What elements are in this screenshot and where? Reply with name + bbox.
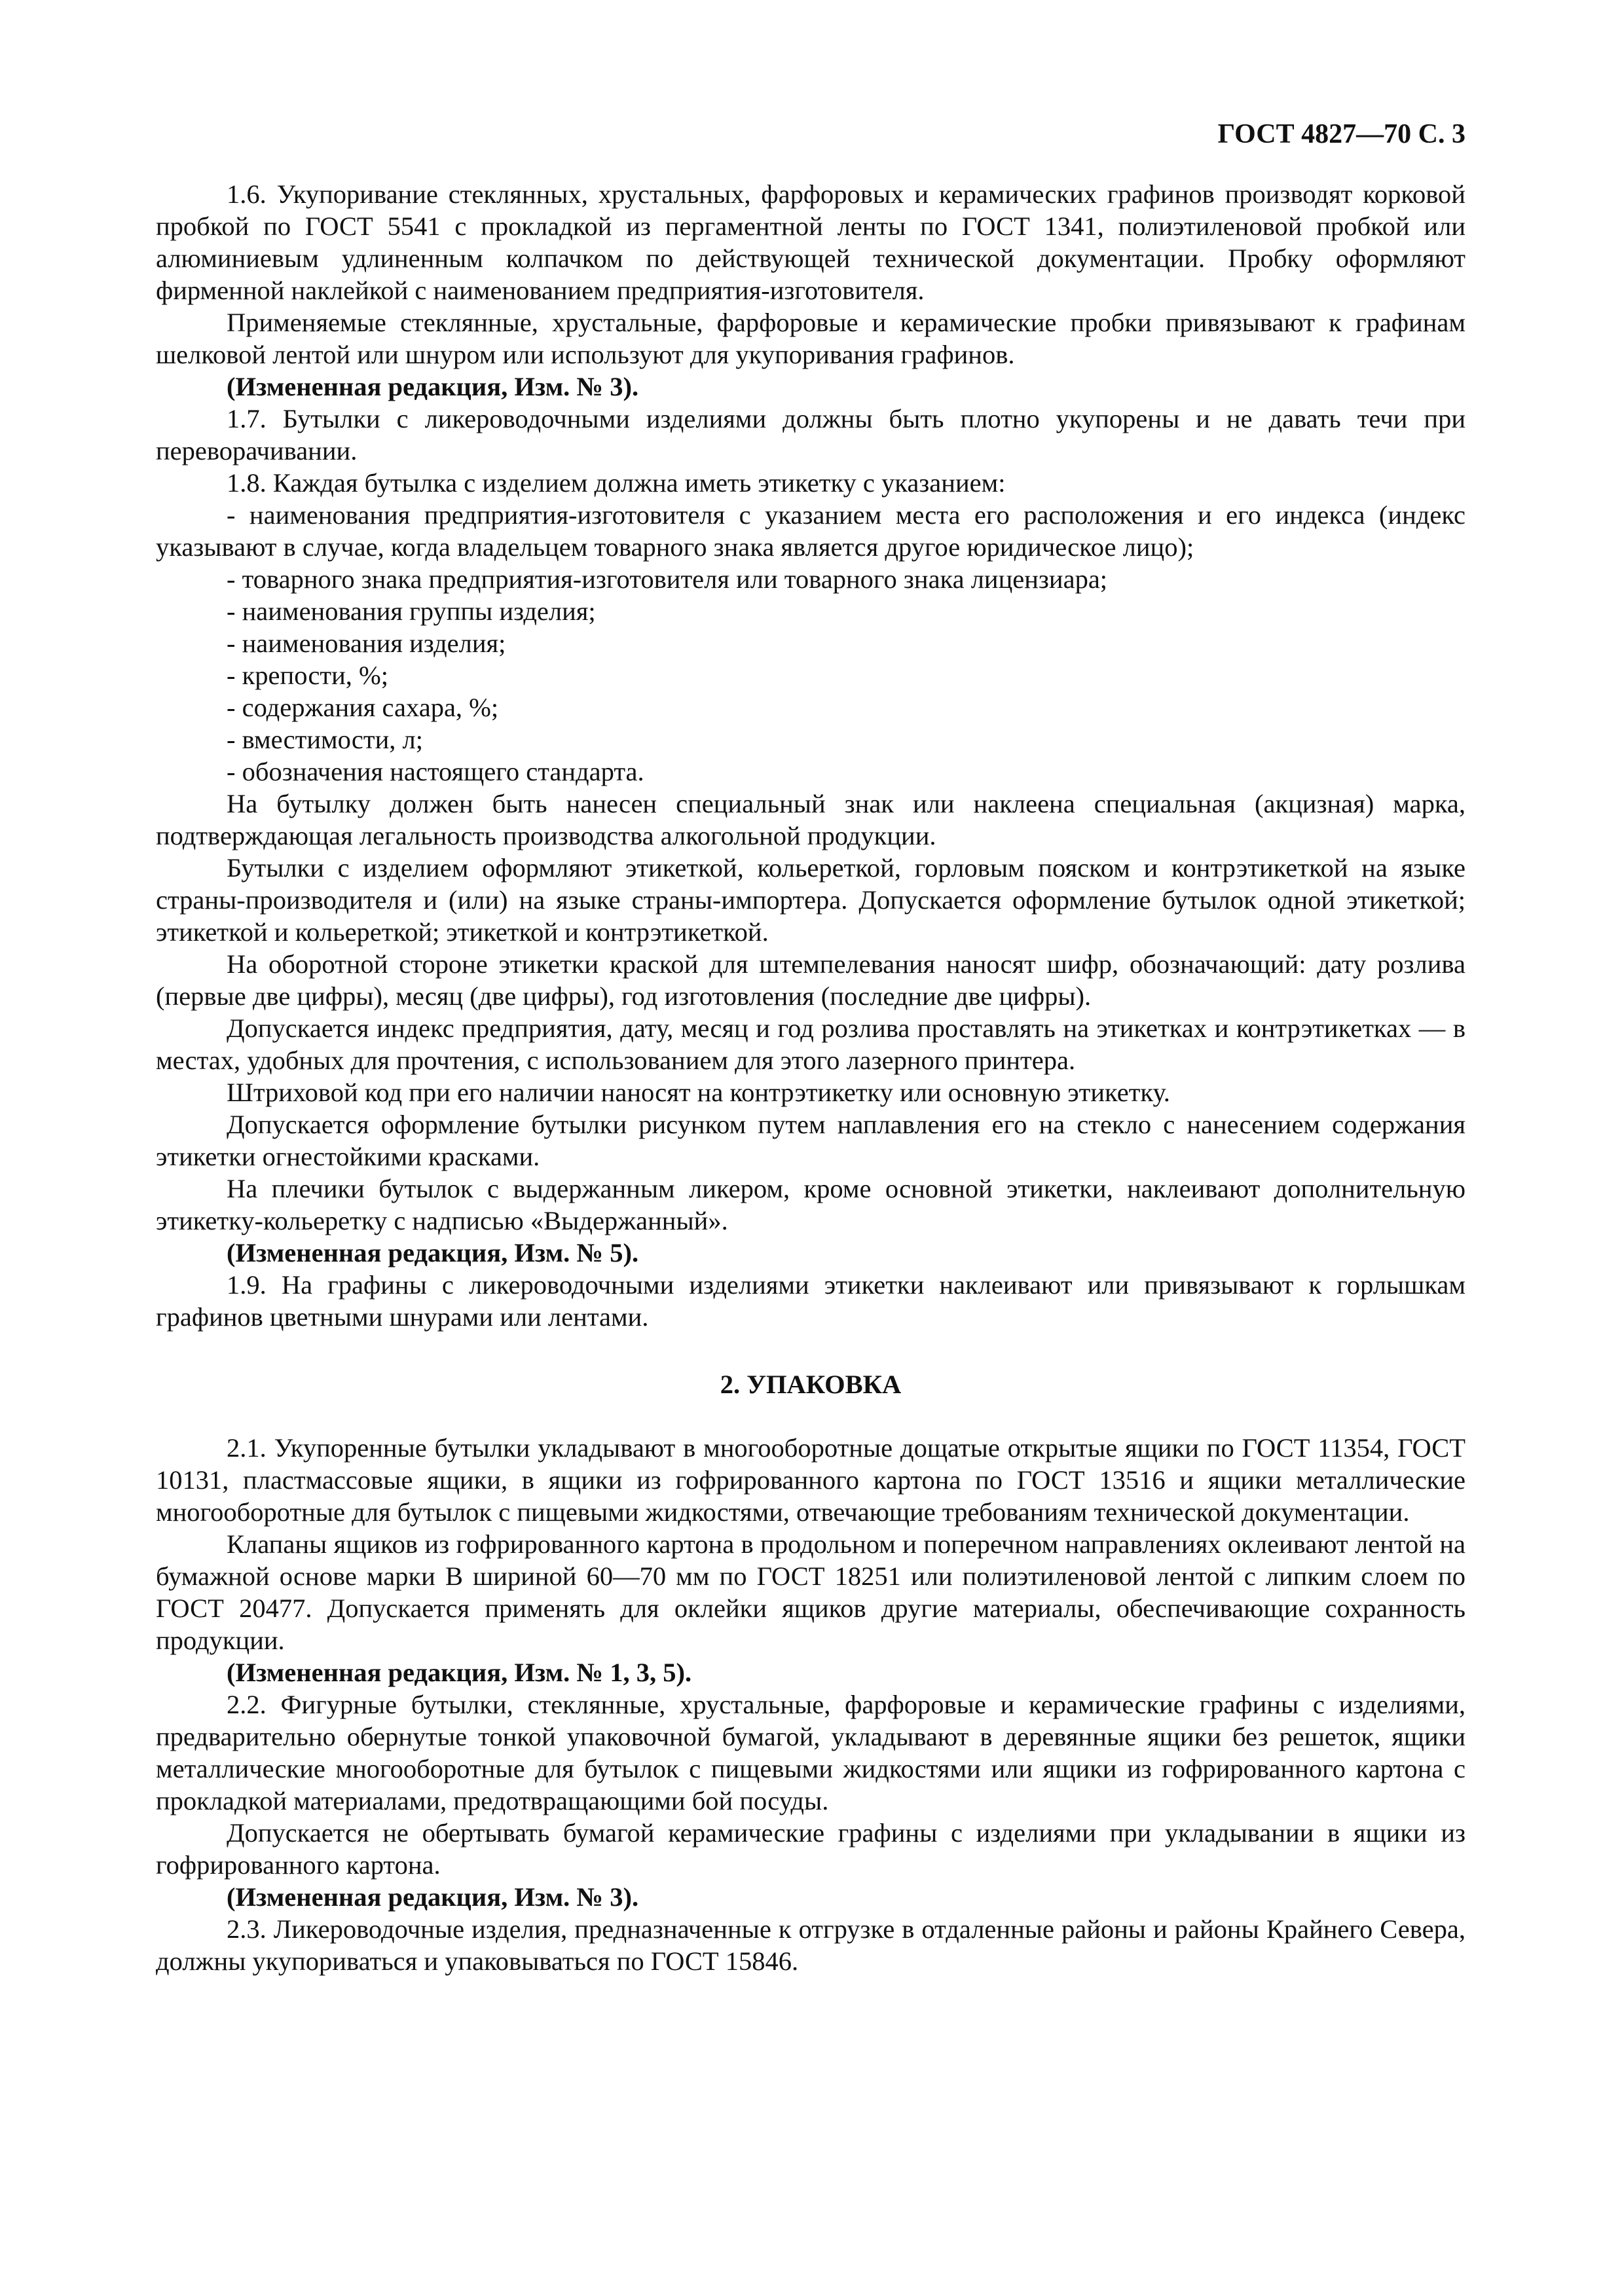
document-page [156,118,1465,1977]
paragraph: Бутылки с изделием оформляют этикеткой, кольереткой, горловым пояском и контрэтикеткой на языке страны-производителя и (или) на языке страны-импортера. Допускается оформление бутылок одной этикеткой; этикеткой и кольереткой; этикеткой и контрэтикеткой. [156,853,1465,947]
paragraph: 1.9. На графины с ликероводочными изделиями этикетки наклеивают или привязывают к горлышкам графинов цветными шнурами или лентами. [156,1270,1465,1332]
paragraph: Штриховой код при его наличии наносят на контрэтикетку или основную этикетку. [227,1078,1170,1107]
section-1-body [156,178,1465,1333]
paragraph: Клапаны ящиков из гофрированного картона в продольном и поперечном направлениях оклеивают лентой на бумажной основе марки В шириной 60—70 мм по ГОСТ 18251 или полиэтиленовой лентой с липким слоем по ГОСТ 20477. Допускается применять для оклейки ящиков другие материалы, обеспечивающие сохранность продукции. [156,1529,1465,1655]
paragraph: Допускается индекс предприятия, дату, месяц и год розлива проставлять на этикетках и контрэтикетках — в местах, удобных для прочтения, с использованием для этого лазерного принтера. [156,1013,1465,1075]
paragraph: Допускается оформление бутылки рисунком путем наплавления его на стекло с нанесением содержания этикетки огнестойкими красками. [156,1110,1465,1171]
paragraph: Допускается не обертывать бумагой керамические графины с изделиями при укладывании в ящики из гофрированного картона. [156,1818,1465,1880]
paragraph: - крепости, %; [227,661,389,690]
paragraph: - товарного знака предприятия-изготовителя или товарного знака лицензиара; [227,564,1108,594]
paragraph: 2.2. Фигурные бутылки, стеклянные, хрустальные, фарфоровые и керамические графины с изделиями, предварительно обернутые тонкой упаковочной бумагой, укладывают в деревянные ящики без решеток, ящики металлические многооборотные для бутылок с пищевыми жидкостями или ящики из гофрированного картона с прокладкой материалами, предотвращающими бой посуды. [156,1690,1465,1815]
page-header: ГОСТ 4827—70 С. 3 [1217,119,1465,149]
paragraph: На плечики бутылок с выдержанным ликером, кроме основной этикетки, наклеивают дополнительную этикетку-кольеретку с надписью «Выдержанный». [156,1174,1465,1235]
paragraph: - обозначения настоящего стандарта. [227,757,644,786]
paragraph: 1.6. Укупоривание стеклянных, хрустальных, фарфоровых и керамических графинов производят корковой пробкой по ГОСТ 5541 с прокладкой из пергаментной ленты по ГОСТ 1341, полиэтиленовой пробкой или алюминиевым удлиненным колпачком по действующей технической документации. Пробку оформляют фирменной наклейкой с наименованием предприятия-изготовителя. [156,179,1465,305]
paragraph: - наименования изделия; [227,629,506,658]
amendment-note: (Измененная редакция, Изм. № 3). [227,372,639,401]
amendment-note: (Измененная редакция, Изм. № 5). [227,1238,639,1267]
paragraph: - вместимости, л; [227,725,423,754]
paragraph: - содержания сахара, %; [227,693,499,722]
amendment-note: (Измененная редакция, Изм. № 1, 3, 5). [227,1658,692,1687]
section-2-title: 2. УПАКОВКА [720,1370,902,1399]
section-2-body [156,1432,1465,1977]
paragraph: На оборотной стороне этикетки краской для штемпелевания наносят шифр, обозначающий: дату розлива (первые две цифры), месяц (две цифры), год изготовления (последние две цифры). [156,949,1465,1011]
paragraph: Применяемые стеклянные, хрустальные, фарфоровые и керамические пробки привязывают к графинам шелковой лентой или шнуром или используют для укупоривания графинов. [156,308,1465,369]
paragraph: На бутылку должен быть нанесен специальный знак или наклеена специальная (акцизная) марка, подтверждающая легальность производства алкогольной продукции. [156,789,1465,850]
paragraph: 1.7. Бутылки с ликероводочными изделиями должны быть плотно укупорены и не давать течи при переворачивании. [156,404,1465,465]
paragraph: 1.8. Каждая бутылка с изделием должна иметь этикетку с указанием: [227,468,1006,498]
amendment-note: (Измененная редакция, Изм. № 3). [227,1882,639,1912]
paragraph: 2.1. Укупоренные бутылки укладывают в многооборотные дощатые открытые ящики по ГОСТ 11354, ГОСТ 10131, пластмассовые ящики, в ящики из гофрированного картона по ГОСТ 13516 и ящики металлические многооборотные для бутылок с пищевыми жидкостями, отвечающие требованиям технической документации. [156,1433,1465,1527]
paragraph: - наименования предприятия-изготовителя с указанием места его расположения и его индекса (индекс указывают в случае, когда владельцем товарного знака является другое юридическое лицо); [156,500,1465,562]
paragraph: 2.3. Ликероводочные изделия, предназначенные к отгрузке в отдаленные районы и районы Крайнего Севера, должны укупориваться и упаковываться по ГОСТ 15846. [156,1914,1465,1976]
paragraph: - наименования группы изделия; [227,596,596,626]
